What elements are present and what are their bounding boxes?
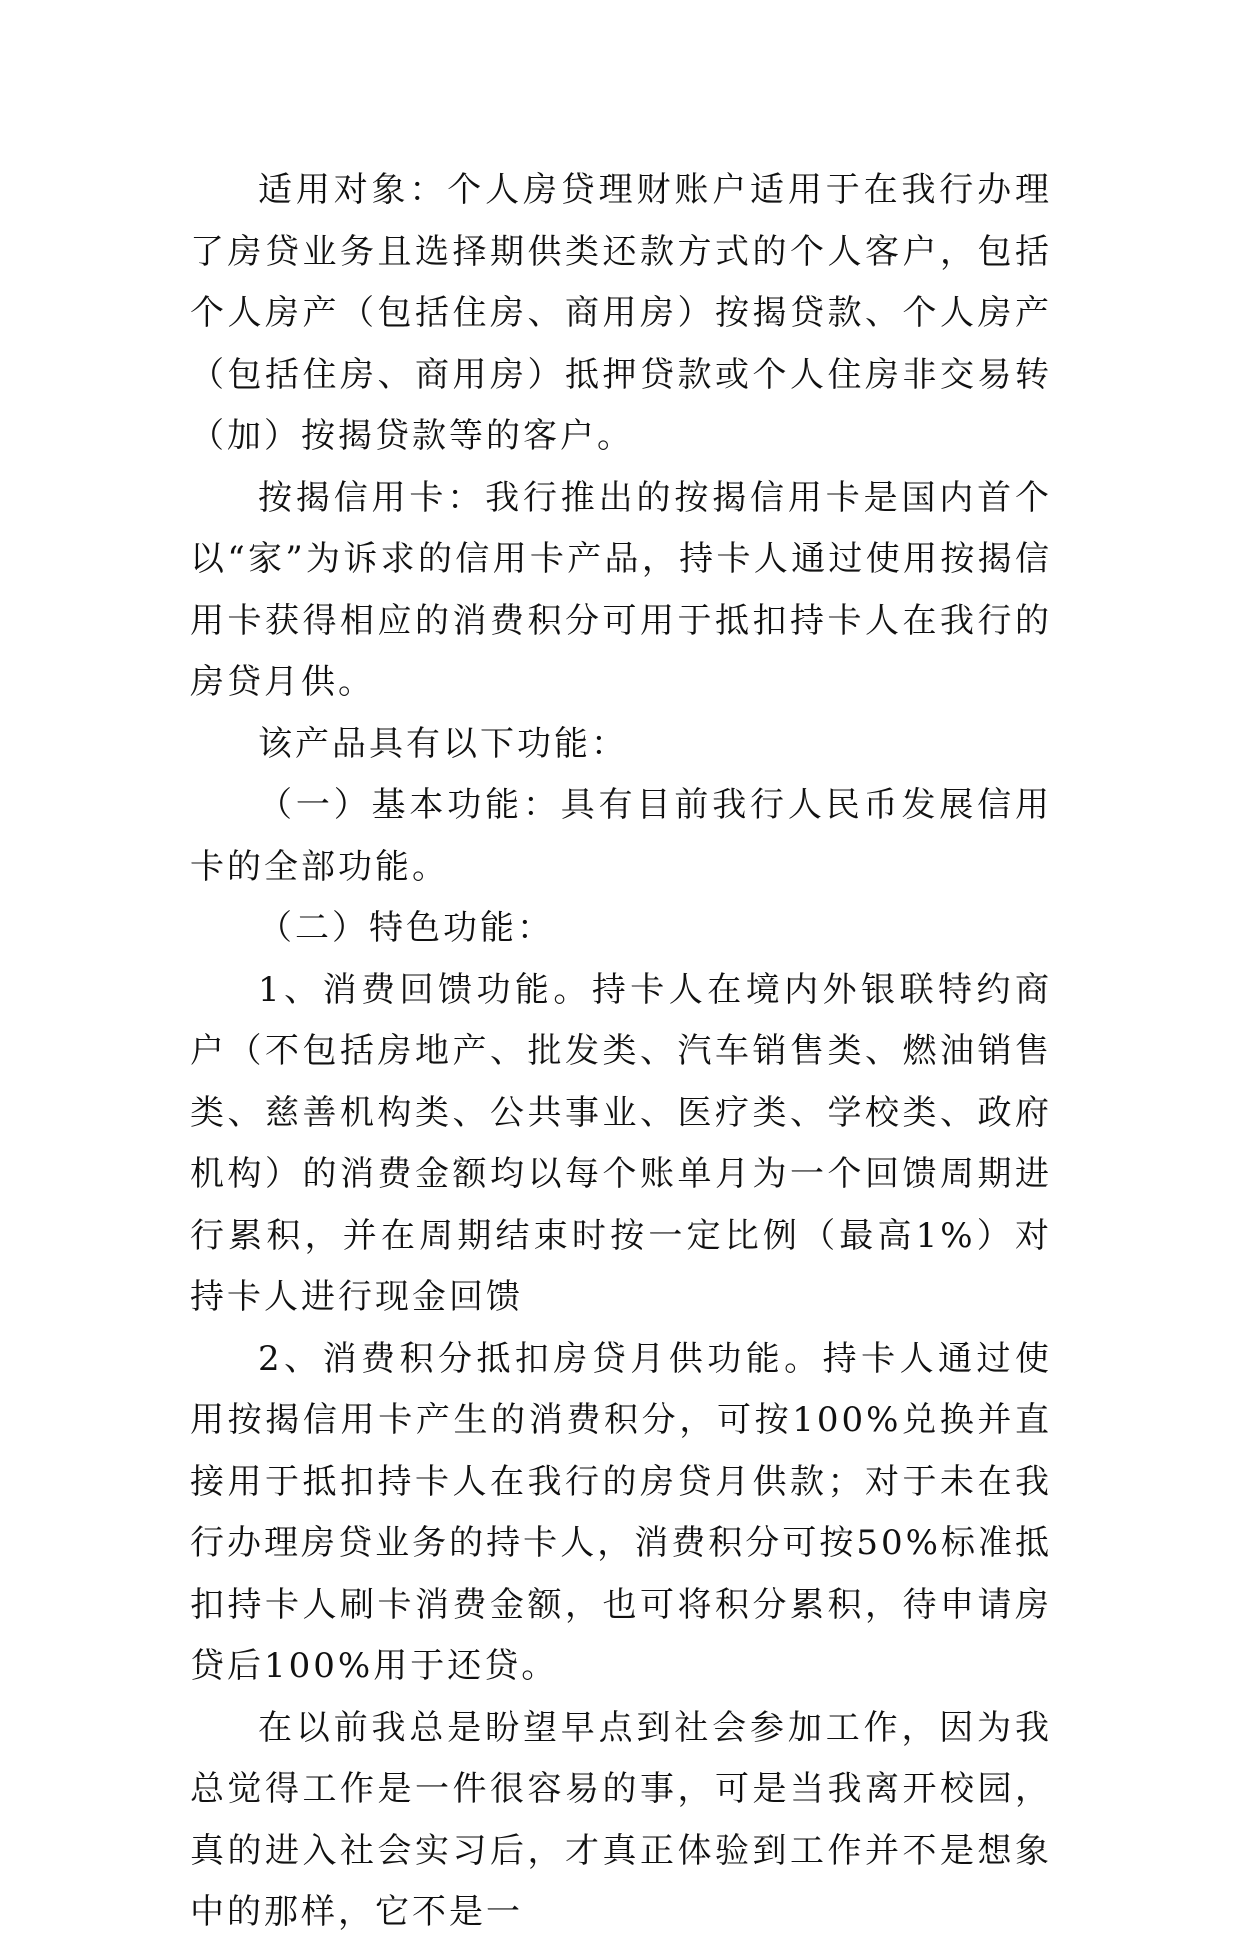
paragraph-work-reflection: 在以前我总是盼望早点到社会参加工作，因为我总觉得工作是一件很容易的事，可是当我离开校园，真的进入社会实习后，才真正体验到工作并不是想象中的那样，它不是一 (190, 1707, 1052, 1932)
document-body (190, 160, 1052, 1944)
paragraph-consumption-rebate: 1、消费回馈功能。持卡人在境内外银联特约商户（不包括房地产、批发类、汽车销售类、燃油销售类、慈善机构类、公共事业、医疗类、学校类、政府机构）的消费金额均以每个账单月为一个回馈周期进行累积，并在周期结束时按一定比例（最高1%）对持卡人进行现金回馈 (190, 969, 1052, 1317)
paragraph-applicable-objects: 适用对象：个人房贷理财账户适用于在我行办理了房贷业务且选择期供类还款方式的个人客户，包括个人房产（包括住房、商用房）按揭贷款、个人房产（包括住房、商用房）抵押贷款或个人住房非交易转（加）按揭贷款等的客户。 (190, 170, 1052, 456)
paragraph-special-functions-heading: （二）特色功能： (258, 908, 554, 948)
paragraph-points-deduction: 2、消费积分抵扣房贷月供功能。持卡人通过使用按揭信用卡产生的消费积分，可按100%兑换并直接用于抵扣持卡人在我行的房贷月供款；对于未在我行办理房贷业务的持卡人，消费积分可按50%标准抵扣持卡人刷卡消费金额，也可将积分累积，待申请房贷后100%用于还贷。 (190, 1338, 1052, 1686)
paragraph-basic-functions: （一）基本功能：具有目前我行人民币发展信用卡的全部功能。 (190, 785, 1052, 887)
paragraph-mortgage-credit-card: 按揭信用卡：我行推出的按揭信用卡是国内首个以“家”为诉求的信用卡产品，持卡人通过使用按揭信用卡获得相应的消费积分可用于抵扣持卡人在我行的房贷月供。 (190, 477, 1052, 702)
paragraph-product-functions-intro: 该产品具有以下功能： (258, 723, 628, 764)
